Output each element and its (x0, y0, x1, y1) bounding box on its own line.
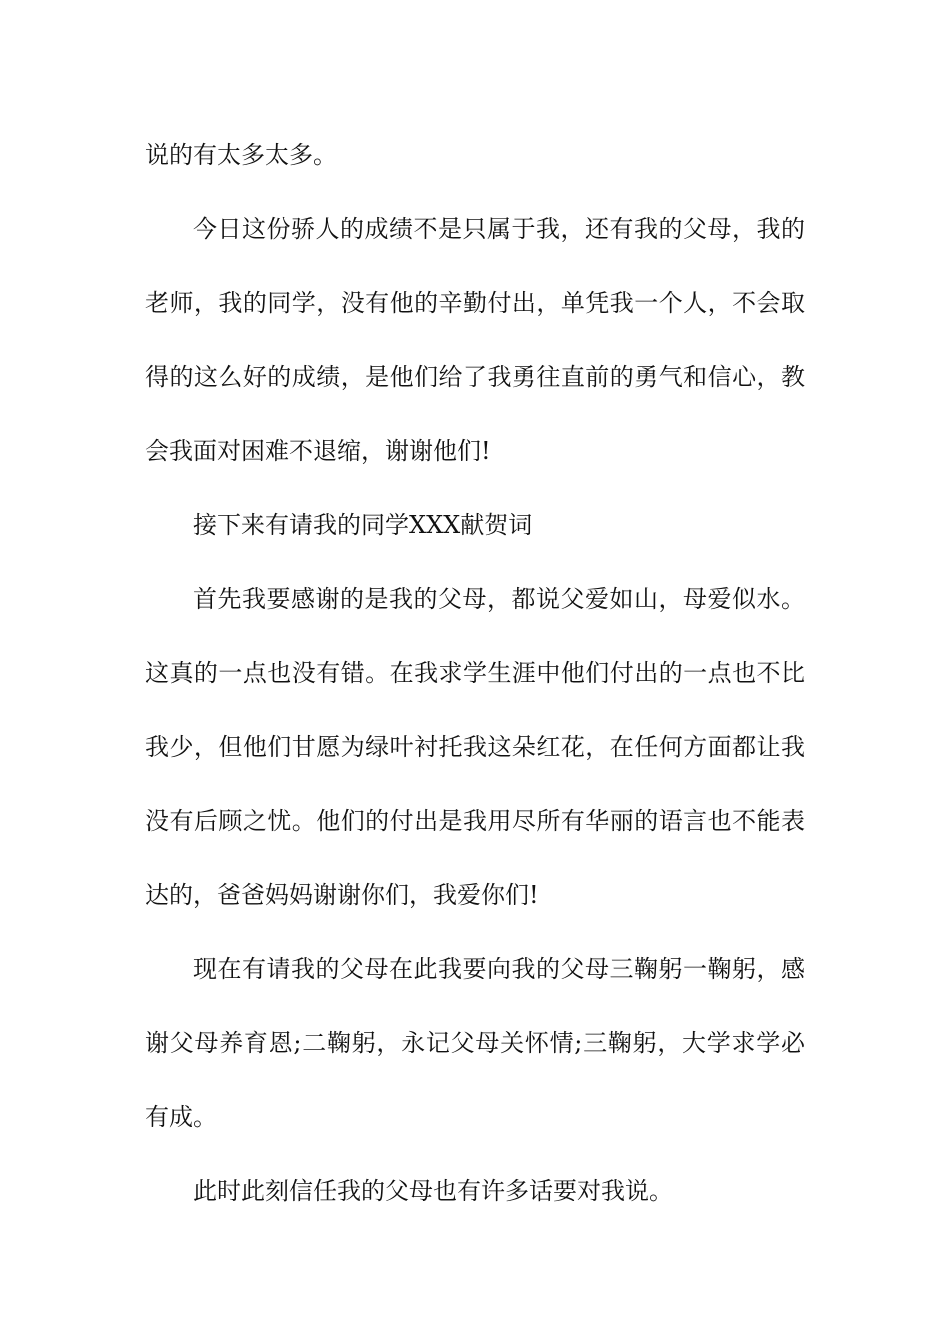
paragraph-1 (145, 118, 805, 192)
paragraph-line: 首先我要感谢的是我的父母，都说父爱如山，母爱似水。 (193, 585, 805, 613)
paragraph-4 (145, 562, 805, 932)
paragraph-line: 老师，我的同学，没有他的辛勤付出，单凭我一个人，不会取 (145, 289, 805, 317)
paragraph-2 (145, 192, 805, 488)
paragraph-line: 有成。 (145, 1103, 217, 1131)
paragraph-line: 我少，但他们甘愿为绿叶衬托我这朵红花，在任何方面都让我 (145, 733, 805, 761)
paragraph-line: 得的这么好的成绩，是他们给了我勇往直前的勇气和信心，教 (145, 363, 805, 391)
paragraph-3 (145, 488, 805, 562)
body-text (145, 118, 805, 1228)
paragraph-line: 会我面对困难不退缩，谢谢他们! (145, 437, 491, 465)
paragraph-line: 此时此刻信任我的父母也有许多话要对我说。 (193, 1177, 673, 1205)
paragraph-5 (145, 932, 805, 1154)
paragraph-line: 达的，爸爸妈妈谢谢你们，我爱你们! (145, 881, 539, 909)
paragraph-6 (145, 1154, 805, 1228)
paragraph-line: 没有后顾之忧。他们的付出是我用尽所有华丽的语言也不能表 (145, 807, 805, 835)
paragraph-line: 今日这份骄人的成绩不是只属于我，还有我的父母，我的 (193, 215, 805, 243)
paragraph-line: 这真的一点也没有错。在我求学生涯中他们付出的一点也不比 (145, 659, 805, 687)
paragraph-line: 现在有请我的父母在此我要向我的父母三鞠躬一鞠躬，感 (193, 955, 805, 983)
paragraph-line: 接下来有请我的同学XXX献贺词 (193, 511, 533, 539)
paragraph-line: 谢父母养育恩;二鞠躬，永记父母关怀情;三鞠躬，大学求学必 (145, 1029, 805, 1057)
paragraph-line: 说的有太多太多。 (145, 141, 337, 169)
